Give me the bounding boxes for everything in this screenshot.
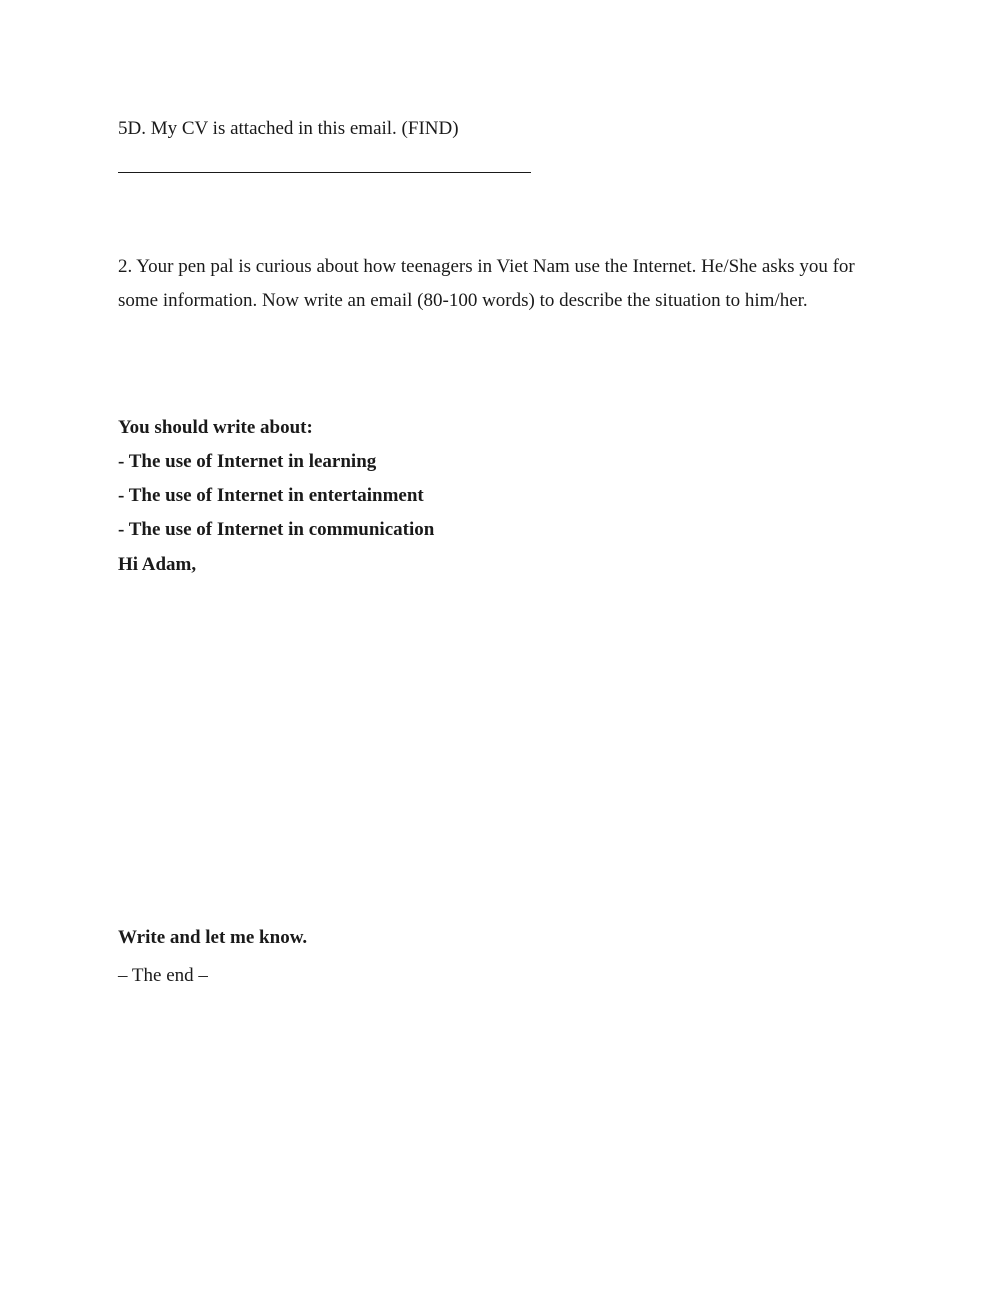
email-closing: Write and let me know. [118, 927, 308, 948]
write-about-item-communication: - The use of Internet in communication [118, 519, 435, 540]
email-greeting: Hi Adam, [118, 554, 197, 575]
write-about-item-learning: - The use of Internet in learning [118, 451, 377, 472]
the-end-text: – The end – [118, 965, 208, 986]
question-2-prompt: 2. Your pen pal is curious about how teenagers in Viet Nam use the Internet. He/She asks you for some information. Now write an email (80-100 words) to describe the situation to him/her. [118, 256, 855, 311]
answer-line [118, 172, 531, 173]
write-about-item-entertainment: - The use of Internet in entertainment [118, 485, 424, 506]
question-5d-text: 5D. My CV is attached in this email. (FIND) [118, 118, 459, 139]
write-about-heading: You should write about: [118, 417, 313, 438]
